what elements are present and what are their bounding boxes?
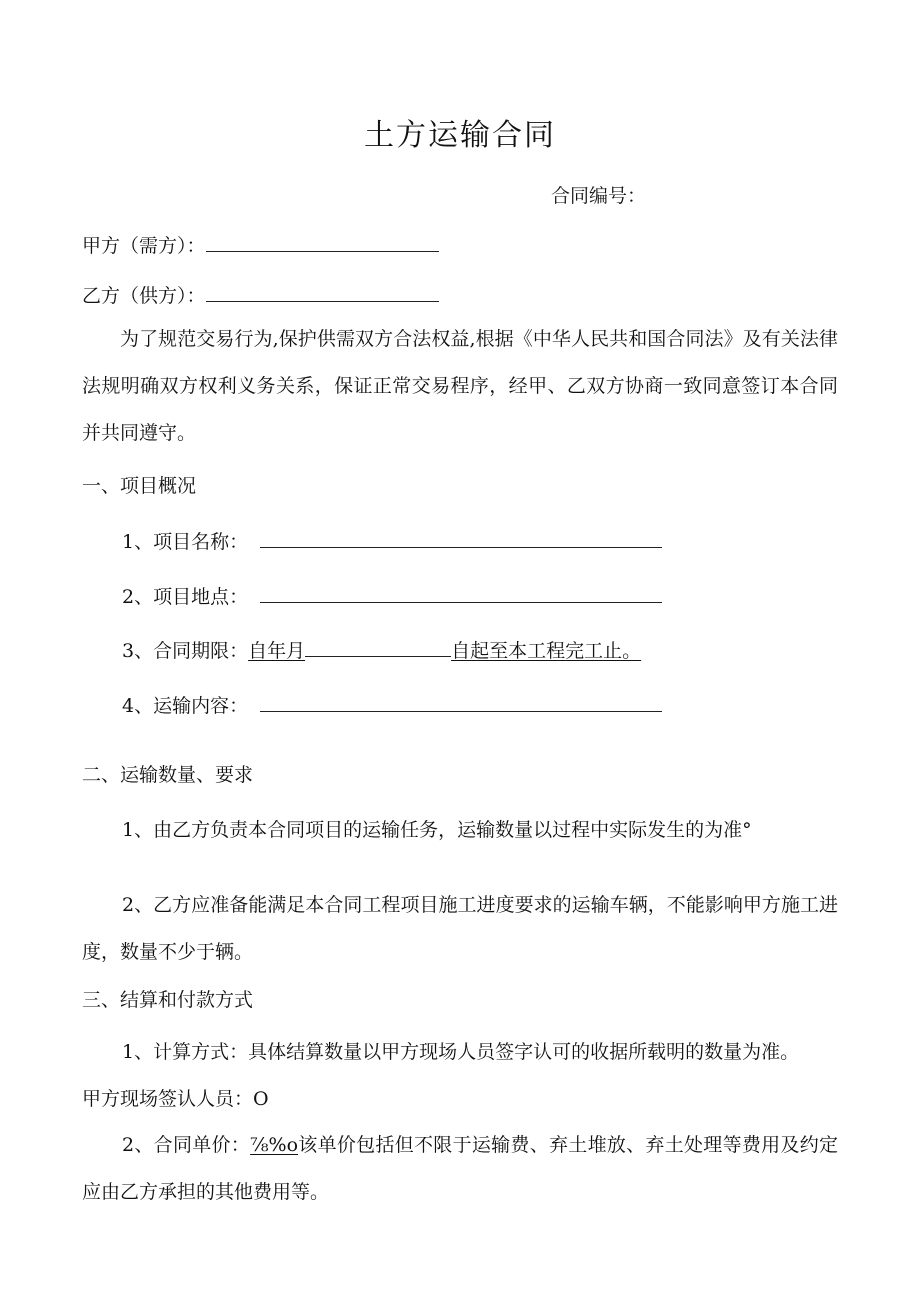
contract-term-end: 自起至本工程完工止。 xyxy=(451,640,642,662)
project-name-blank[interactable] xyxy=(260,529,662,548)
contract-term-label: 3、合同期限： xyxy=(122,640,249,662)
section3-heading: 三、结算和付款方式 xyxy=(82,989,254,1011)
section3-item1-continued: 甲方现场签认人员：O xyxy=(82,1088,269,1110)
unit-price-label: 2、合同单价： xyxy=(122,1134,251,1156)
contract-term-blank[interactable] xyxy=(305,638,451,657)
project-name-label: 1、项目名称： xyxy=(122,531,249,553)
project-location-blank[interactable] xyxy=(260,584,662,603)
project-name-line xyxy=(122,529,662,554)
section2-heading: 二、运输数量、要求 xyxy=(82,764,254,786)
transport-content-label: 4、运输内容： xyxy=(122,695,249,717)
party-b-blank[interactable] xyxy=(206,283,439,302)
project-location-label: 2、项目地点： xyxy=(122,586,249,608)
party-a-line xyxy=(82,233,439,258)
transport-content-blank[interactable] xyxy=(260,693,662,712)
unit-price-value: ⅞%o xyxy=(250,1134,299,1156)
party-a-blank[interactable] xyxy=(206,233,439,252)
transport-content-line xyxy=(122,693,662,718)
section2-item2: 2、乙方应准备能满足本合同工程项目施工进度要求的运输车辆，不能影响甲方施工进度，数量不少于辆。 xyxy=(82,894,838,963)
contract-term-line xyxy=(122,638,641,663)
section3-item1: 1、计算方式：具体结算数量以甲方现场人员签字认可的收据所载明的数量为准。 xyxy=(122,1041,800,1063)
document-title: 土方运输合同 xyxy=(364,118,556,153)
section2-item1: 1、由乙方负责本合同项目的运输任务，运输数量以过程中实际发生的为准° xyxy=(122,819,752,841)
contract-number-label: 合同编号： xyxy=(551,185,647,207)
unit-price-text: 该单价包括但不限于运输费、弃土堆放、弃土处理等费用及约定应由乙方承担的其他费用等。 xyxy=(82,1134,838,1203)
contract-term-start: 自年月 xyxy=(248,640,306,662)
party-b-label: 乙方（供方）： xyxy=(82,285,206,307)
party-b-line xyxy=(82,283,439,308)
intro-paragraph: 为了规范交易行为,保护供需双方合法权益,根据《中华人民共和国合同法》及有关法律法规明确双方权利义务关系，保证正常交易程序，经甲、乙双方协商一致同意签订本合同并共同遵守。 xyxy=(82,328,838,444)
party-a-label: 甲方（需方）： xyxy=(82,235,206,257)
section1-heading: 一、项目概况 xyxy=(82,475,197,497)
section3-item2 xyxy=(82,1122,838,1216)
project-location-line xyxy=(122,584,662,609)
